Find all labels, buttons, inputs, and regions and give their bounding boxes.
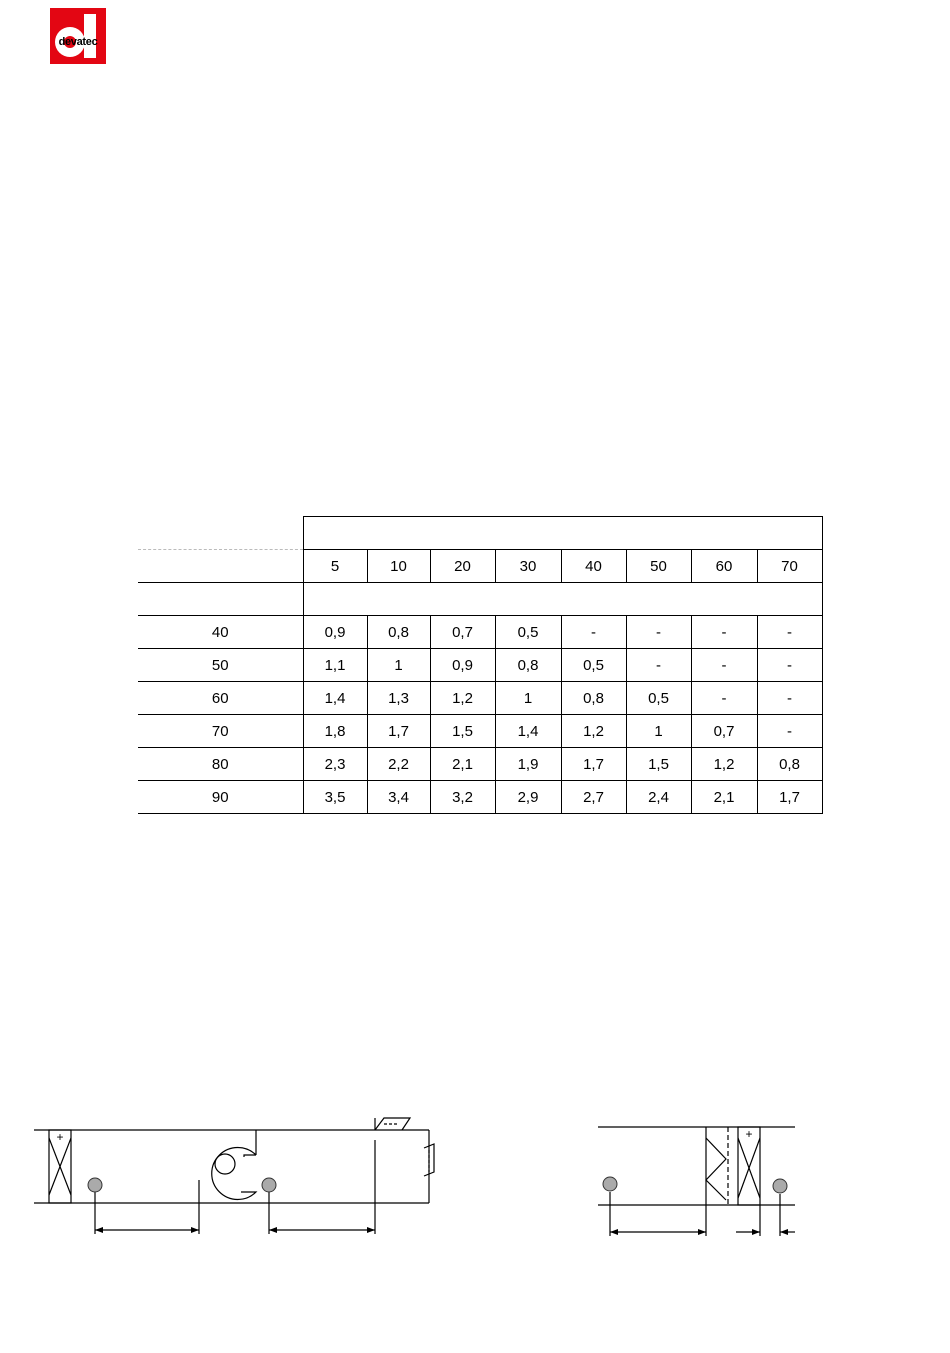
table-cell: 1,4: [495, 715, 561, 748]
row-header: 40: [138, 616, 303, 649]
table-cell: -: [626, 616, 691, 649]
table-cell: -: [757, 616, 822, 649]
devatec-logo: [50, 8, 106, 64]
row-header-label-cell: [138, 583, 303, 616]
table-cell: 1,8: [303, 715, 367, 748]
table-cell: -: [757, 682, 822, 715]
table-column-group-header: [303, 517, 822, 550]
top-grille-outlet: [375, 1118, 410, 1130]
table-cell: 2,4: [626, 781, 691, 814]
row-header: 90: [138, 781, 303, 814]
table-cell: 1,3: [367, 682, 430, 715]
table-header-top-row: [138, 517, 822, 550]
table-cell: 2,7: [561, 781, 626, 814]
table-cell: 1,2: [430, 682, 495, 715]
table-cell: 1: [367, 649, 430, 682]
table-cell: 2,3: [303, 748, 367, 781]
table-row: [138, 616, 822, 649]
row-header: 50: [138, 649, 303, 682]
table-cell: 1,4: [303, 682, 367, 715]
table-row: [138, 715, 822, 748]
duct-layout-drawing-right: [590, 1118, 810, 1243]
table-cell: 0,8: [561, 682, 626, 715]
table-cell: 0,8: [495, 649, 561, 682]
table-cell: 1,2: [691, 748, 757, 781]
arrowhead-icon: [269, 1227, 277, 1233]
table-cell: -: [691, 649, 757, 682]
table-unit-row: [138, 583, 822, 616]
table-cell: 1,7: [367, 715, 430, 748]
c-fitting-hole: [215, 1154, 235, 1174]
data-table: [138, 516, 823, 814]
register-mark: +: [56, 1130, 64, 1144]
table-cell: 1,9: [495, 748, 561, 781]
arrowhead-icon: [780, 1229, 788, 1235]
column-header: 70: [757, 550, 822, 583]
table-cell: -: [691, 616, 757, 649]
row-header: 80: [138, 748, 303, 781]
table-cell: 1,7: [561, 748, 626, 781]
register-mark: +: [745, 1127, 753, 1141]
arrowhead-icon: [191, 1227, 199, 1233]
table-cell: 0,5: [561, 649, 626, 682]
table-column-header-row: [138, 550, 822, 583]
table-cell: 0,8: [757, 748, 822, 781]
table-cell: 0,7: [691, 715, 757, 748]
column-header: 40: [561, 550, 626, 583]
arrowhead-icon: [367, 1227, 375, 1233]
arrowhead-icon: [752, 1229, 760, 1235]
arrowhead-icon: [698, 1229, 706, 1235]
table-cell: 1: [495, 682, 561, 715]
table-corner-cell: [138, 517, 303, 550]
column-header: 60: [691, 550, 757, 583]
table-row: [138, 781, 822, 814]
table-corner-cell: [138, 550, 303, 583]
silencer-zigzag: [706, 1138, 726, 1200]
table-cell: 0,7: [430, 616, 495, 649]
column-header: 30: [495, 550, 561, 583]
table-cell: 0,8: [367, 616, 430, 649]
table-cell: 3,4: [367, 781, 430, 814]
table-row: [138, 649, 822, 682]
table-row: [138, 748, 822, 781]
table-cell: 0,5: [626, 682, 691, 715]
table-cell: 1,2: [561, 715, 626, 748]
table-cell: 2,2: [367, 748, 430, 781]
table-cell: -: [626, 649, 691, 682]
table-cell: 1,5: [626, 748, 691, 781]
table-cell: 2,9: [495, 781, 561, 814]
column-header: 50: [626, 550, 691, 583]
measurement-point-icon: [88, 1178, 102, 1192]
row-header: 70: [138, 715, 303, 748]
logo-text: devatec: [58, 36, 98, 48]
table-cell: 0,9: [303, 616, 367, 649]
arrowhead-icon: [95, 1227, 103, 1233]
table-cell: 2,1: [691, 781, 757, 814]
column-header: 10: [367, 550, 430, 583]
table-cell: 3,2: [430, 781, 495, 814]
table-cell: -: [757, 649, 822, 682]
measurement-point-icon: [773, 1179, 787, 1193]
table-cell: 1,1: [303, 649, 367, 682]
table-value-group-header: [303, 583, 822, 616]
table-cell: 3,5: [303, 781, 367, 814]
table-cell: 2,1: [430, 748, 495, 781]
table-cell: 1,7: [757, 781, 822, 814]
measurement-point-icon: [603, 1177, 617, 1191]
table-cell: 0,5: [495, 616, 561, 649]
table-cell: 1: [626, 715, 691, 748]
table-row: [138, 682, 822, 715]
row-header: 60: [138, 682, 303, 715]
arrowhead-icon: [610, 1229, 618, 1235]
duct-layout-drawing-left: [34, 1110, 454, 1240]
column-header: 5: [303, 550, 367, 583]
table-cell: -: [691, 682, 757, 715]
table-cell: -: [757, 715, 822, 748]
elbow-notch-line: [244, 1155, 256, 1157]
table-cell: 1,5: [430, 715, 495, 748]
column-header: 20: [430, 550, 495, 583]
table-cell: 0,9: [430, 649, 495, 682]
measurement-point-icon: [262, 1178, 276, 1192]
table-cell: -: [561, 616, 626, 649]
